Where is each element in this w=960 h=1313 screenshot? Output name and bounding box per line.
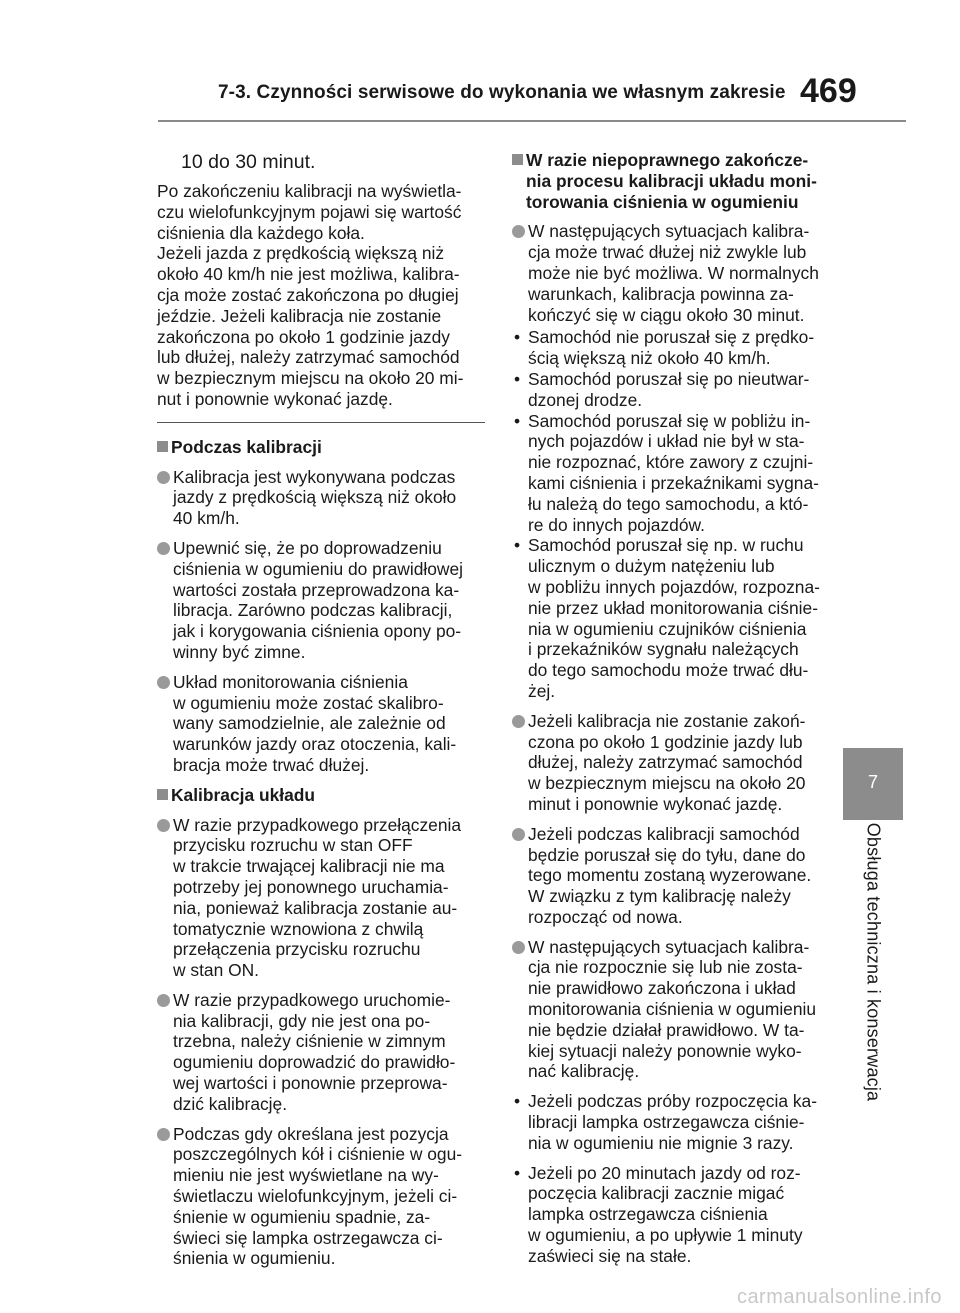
text-line: tego momentu zostaną wyzerowane. [528, 865, 812, 886]
text-line: Jeżeli po 20 minutach jazdy od roz- [528, 1162, 801, 1183]
text-line: nia w ogumieniu czujników ciśnienia [528, 618, 807, 639]
text-line: czu wielofunkcyjnym pojawi się wartość [157, 201, 462, 222]
dash-item [512, 535, 848, 701]
text-line: lub dłużej, należy zatrzymać samochód [157, 347, 460, 368]
chapter-tab-number: 7 [867, 772, 878, 792]
watermark: carmanualsonline.info [736, 1286, 942, 1308]
text-line: śnienie w ogumieniu spadnie, za- [173, 1206, 431, 1227]
section-square-icon [512, 154, 523, 165]
bullet-dot-icon [157, 994, 170, 1007]
text-line: warunków jazdy oraz otoczenia, kali- [173, 734, 457, 755]
text-line: nie będzie działał prawidłowo. W ta- [528, 1019, 805, 1040]
bullet-dot-icon [512, 828, 525, 841]
text-line: W związku z tym kalibrację należy [528, 886, 791, 907]
bullet-item [157, 538, 485, 663]
small-bullet-icon: • [514, 1091, 521, 1112]
bullet-item [512, 937, 848, 1083]
text-line: poszczególnych kół i ciśnienie w ogu- [173, 1144, 463, 1165]
text-line: nie przez układ monitorowania ciśnie- [528, 597, 818, 618]
text-line: W następujących sytuacjach kalibra- [528, 221, 810, 242]
text-line: kończyć się w ciągu około 30 minut. [528, 304, 805, 325]
text-line: nia w ogumieniu nie mignie 3 razy. [528, 1132, 794, 1153]
dash-item [512, 327, 848, 369]
bullet-dot-icon [157, 1128, 170, 1141]
text-line: w ogumieniu może zostać skalibro- [173, 692, 444, 713]
text-line: nie prawidłowo zakończona i układ [528, 978, 796, 999]
text-line: Samochód poruszał się po nieutwar- [528, 368, 810, 389]
text-line: Jeżeli podczas kalibracji samochód [528, 823, 800, 844]
chapter-side-label: Obsługa techniczna i konserwacja [863, 822, 884, 1102]
bullet-dot-icon [157, 471, 170, 484]
heading-line: nia procesu kalibracji układu moni- [526, 170, 817, 191]
bullet-dot-icon [512, 941, 525, 954]
text-line: nych pojazdów i układ nie był w sta- [528, 431, 805, 452]
heading-line: torowania ciśnienia w ogumieniu [526, 191, 799, 212]
text-line: W razie przypadkowego uruchomie- [173, 989, 451, 1010]
bullet-item [512, 711, 848, 815]
text-line: ciśnienia w ogumieniu do prawidłowej [173, 558, 464, 579]
text-line: warunkach, kalibracja powinna za- [528, 283, 794, 304]
small-bullet-icon: • [514, 1162, 521, 1183]
dash-item [512, 1163, 848, 1267]
text-line: libracja. Zarówno podczas kalibracji, [173, 600, 453, 621]
bullet-dot-icon [512, 225, 525, 238]
right-column [512, 150, 848, 1276]
text-line: zakończona po około 1 godzinie jazdy [157, 326, 450, 347]
text-line: monitorowania ciśnienia w ogumieniu [528, 999, 817, 1020]
text-line: przycisku rozruchu w stan OFF [173, 835, 413, 856]
text-line: trzebna, należy ciśnienie w zimnym [173, 1031, 446, 1052]
text-line: Samochód poruszał się np. w ruchu [528, 535, 804, 556]
bullet-dot-icon [157, 676, 170, 689]
bullet-dot-icon [512, 715, 525, 728]
bullet-item [157, 815, 485, 981]
section2-list [157, 815, 485, 1270]
section-divider [157, 422, 485, 423]
dash-list [512, 327, 848, 701]
intro-continuation: 10 do 30 minut. [181, 151, 316, 173]
text-line: libracji lampka ostrzegawcza ciśnie- [528, 1112, 805, 1133]
text-line: w trakcie trwającej kalibracji nie ma [173, 856, 445, 877]
text-line: bracja może trwać dłużej. [173, 754, 370, 775]
intro-paragraph [157, 181, 485, 410]
text-line: w stan ON. [173, 960, 260, 981]
text-line: ścią większą niż około 40 km/h. [528, 348, 771, 369]
text-line: wany samodzielnie, ale zależnie od [173, 713, 446, 734]
text-line: do tego samochodu może trwać dłu- [528, 660, 809, 681]
text-line: potrzeby jej ponownego uruchamia- [173, 876, 449, 897]
text-line: Układ monitorowania ciśnienia [173, 671, 408, 692]
text-line: dzonej drodze. [528, 389, 643, 410]
section-heading-kalibracja-ukladu: Kalibracja układu [157, 785, 485, 806]
text-line: poczęcia kalibracji zacznie migać [528, 1183, 785, 1204]
text-line: świeci się lampka ostrzegawcza ci- [173, 1227, 443, 1248]
small-bullet-icon: • [514, 535, 521, 556]
bullet-item [157, 1124, 485, 1270]
text-line: nie rozpoznać, które zawory z czujni- [528, 452, 814, 473]
text-line: w bezpiecznym miejscu na około 20 mi- [157, 368, 464, 389]
text-line: śnienia w ogumieniu. [173, 1248, 336, 1269]
text-line: łu należą do tego samochodu, a któ- [528, 493, 809, 514]
text-line: W razie przypadkowego przełączenia [173, 814, 462, 835]
text-line: ulicznym o dużym natężeniu lub [528, 556, 775, 577]
text-line: nać kalibrację. [528, 1061, 640, 1082]
text-line: Jeżeli podczas próby rozpoczęcia ka- [528, 1091, 818, 1112]
text-line: mieniu nie jest wyświetlane na wy- [173, 1165, 439, 1186]
header-divider [158, 120, 906, 122]
text-line: wartości została przeprowadzona ka- [173, 579, 460, 600]
text-line: dzić kalibrację. [173, 1093, 288, 1114]
dash-list [512, 1091, 848, 1266]
text-line: będzie poruszał się do tyłu, dane do [528, 844, 806, 865]
page-header-title: 7-3. Czynności serwisowe do wykonania we własnym zakresie [218, 82, 786, 103]
text-line: cja może zostać zakończona po długiej [157, 284, 459, 305]
text-line: Jeżeli jazda z prędkością większą niż [157, 243, 445, 264]
text-line: Samochód nie poruszał się z prędko- [528, 327, 815, 348]
text-line: żej. [528, 680, 556, 701]
chapter-tab [843, 748, 903, 820]
text-line: Podczas gdy określana jest pozycja [173, 1123, 449, 1144]
text-line: zaświeci się na stałe. [528, 1245, 692, 1266]
text-line: wej wartości i ponownie przeprowa- [173, 1073, 448, 1094]
page-number: 469 [800, 72, 857, 110]
text-line: minut i ponownie wykonać jazdę. [528, 793, 783, 814]
section-square-icon [157, 789, 168, 800]
text-line: Kalibracja jest wykonywana podczas [173, 466, 456, 487]
text-line: kami ciśnienia i przekaźnikami sygna- [528, 472, 819, 493]
bullet-item [512, 221, 848, 325]
text-line: jeździe. Jeżeli kalibracja nie zostanie [157, 305, 442, 326]
left-column [157, 150, 485, 1278]
text-line: w ogumieniu, a po upływie 1 minuty [528, 1225, 803, 1246]
dash-item [512, 411, 848, 536]
text-line: w bezpiecznym miejscu na około 20 [528, 773, 806, 794]
text-line: w pobliżu innych pojazdów, rozpozna- [528, 576, 820, 597]
text-line: winny być zimne. [173, 641, 306, 662]
text-line: około 40 km/h nie jest możliwa, kalibra- [157, 264, 460, 285]
section-square-icon [157, 441, 168, 452]
text-line: jazdy z prędkością większą niż około [173, 487, 457, 508]
dash-item [512, 369, 848, 411]
text-line: Upewnić się, że po doprowadzeniu [173, 537, 442, 558]
section-heading-niepoprawne-zakonczenie [512, 150, 848, 212]
text-line: jak i korygowania ciśnienia opony po- [173, 621, 462, 642]
bullet-item [512, 824, 848, 928]
text-line: przełączenia przycisku rozruchu [173, 939, 421, 960]
section1-list [157, 467, 485, 776]
text-line: nia kalibracji, gdy nie jest ona po- [173, 1010, 431, 1031]
text-line: Jeżeli kalibracja nie zostanie zakoń- [528, 710, 806, 731]
dash-item [512, 1091, 848, 1153]
text-line: Samochód poruszał się w pobliżu in- [528, 410, 811, 431]
text-line: tomatycznie wznowiona z chwilą [173, 918, 424, 939]
bullet-item [157, 990, 485, 1115]
bullet-dot-icon [157, 542, 170, 555]
text-line: świetlaczu wielofunkcyjnym, jeżeli ci- [173, 1186, 458, 1207]
text-line: nia, ponieważ kalibracja zostanie au- [173, 897, 458, 918]
text-line: lampka ostrzegawcza ciśnienia [528, 1204, 768, 1225]
text-line: kiej sytuacji należy ponownie wyko- [528, 1040, 802, 1061]
text-line: cja może trwać dłużej niż zwykle lub [528, 242, 807, 263]
text-line: ogumieniu doprowadzić do prawidło- [173, 1052, 456, 1073]
text-line: może nie być możliwa. W normalnych [528, 262, 819, 283]
small-bullet-icon: • [514, 410, 521, 431]
text-line: W następujących sytuacjach kalibra- [528, 936, 810, 957]
text-line: czona po około 1 godzinie jazdy lub [528, 731, 803, 752]
heading-line: W razie niepoprawnego zakończe- [512, 150, 848, 171]
text-line: nut i ponownie wykonać jazdę. [157, 388, 393, 409]
bullet-item [157, 467, 485, 529]
text-line: cja nie rozpocznie się lub nie zosta- [528, 957, 803, 978]
text-line: dłużej, należy zatrzymać samochód [528, 752, 803, 773]
text-line: 40 km/h. [173, 508, 240, 529]
small-bullet-icon: • [514, 327, 521, 348]
bullet-item [157, 672, 485, 776]
text-line: Po zakończeniu kalibracji na wyświetla- [157, 181, 462, 201]
text-line: rozpocząć od nowa. [528, 906, 683, 927]
text-line: ciśnienia dla każdego koła. [157, 222, 365, 243]
bullet-dot-icon [157, 819, 170, 832]
text-line: i przekaźników sygnału należących [528, 639, 799, 660]
section-heading-podczas-kalibracji: Podczas kalibracji [157, 437, 485, 458]
text-line: re do innych pojazdów. [528, 514, 705, 535]
small-bullet-icon: • [514, 368, 521, 389]
